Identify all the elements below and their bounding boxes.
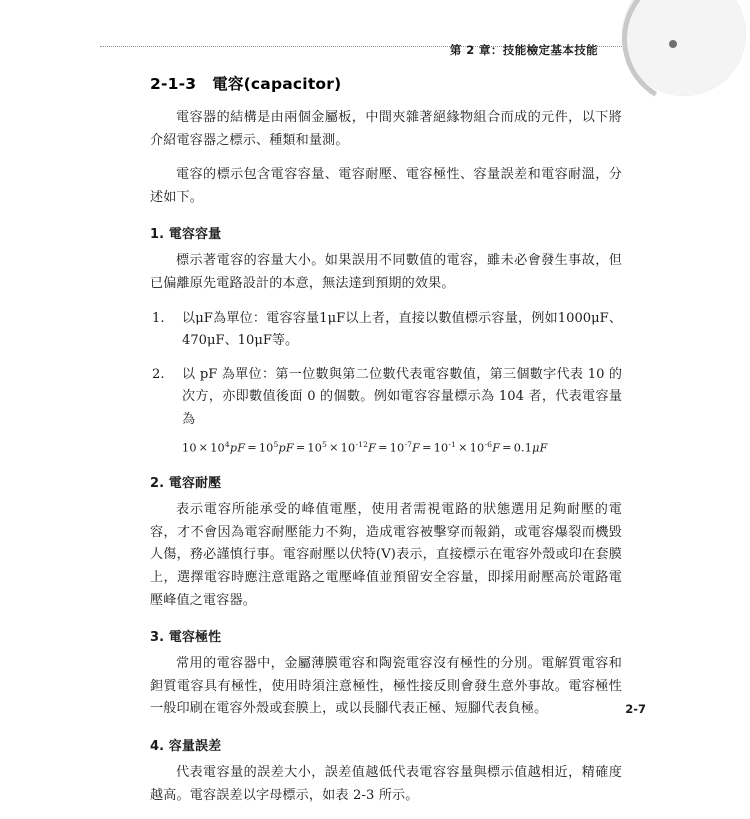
page-header xyxy=(0,0,750,78)
formula-unit: μF xyxy=(532,441,548,455)
formula-exponent: -7 xyxy=(404,439,413,449)
decorative-arc xyxy=(608,0,750,120)
formula-equals: = xyxy=(247,441,257,455)
subsection-heading-2: 2. 電容耐壓 xyxy=(150,476,222,492)
formula-equals: = xyxy=(295,441,306,455)
formula-term: 10 xyxy=(340,441,356,455)
intro-paragraph-2: 電容的標示包含電容容量、電容耐壓、電容極性、容量誤差和電容耐溫，分述如下。 xyxy=(150,167,622,205)
subsection-heading-3: 3. 電容極性 xyxy=(150,630,222,646)
list-item-marker: 2. xyxy=(152,366,165,382)
list-item-text: 以μF為單位：電容容量1μF以上者，直接以數值標示容量，例如1000μF、470μF、10μF等。 xyxy=(182,310,622,349)
section-heading xyxy=(150,72,622,94)
decorative-dot xyxy=(669,40,677,48)
formula-term: 10 xyxy=(389,441,405,455)
formula-exponent: 5 xyxy=(322,439,328,449)
formula-operator: × xyxy=(329,441,339,455)
formula-term: 10 xyxy=(258,441,274,455)
formula-term: 10 xyxy=(182,441,197,455)
formula-exponent: -6 xyxy=(484,439,493,449)
chapter-title: 第 2 章：技能檢定基本技能 xyxy=(449,43,598,57)
formula-unit: pF xyxy=(278,441,294,455)
subsection-paragraph-2: 表示電容所能承受的峰值電壓，使用者需視電路的狀態選用足夠耐壓的電容，才不會因為電容耐壓能力不夠，造成電容被擊穿而報銷，或電容爆裂而機毀人傷，務必謹慎行事。電容耐壓以伏特(V)表示，直接標示在電容外殼或印在套膜上，選擇電容時應注意電路之電壓峰值並預留安全容量，即採用耐壓高於電路電壓峰值之電容器。 xyxy=(150,502,622,608)
formula-term: 10 xyxy=(210,441,225,455)
formula-unit: F xyxy=(412,441,421,455)
section-number: 2-1-3 xyxy=(150,75,197,93)
formula-equals: = xyxy=(422,441,432,455)
subsection-paragraph-3: 常用的電容器中，金屬薄膜電容和陶瓷電容沒有極性的分別。電解質電容和鉭質電容具有極性，使用時須注意極性，極性接反則會發生意外事故。電容極性一般印刷在電容外殼或套膜上，或以長腳代表正極、短腳代表負極。 xyxy=(150,656,622,717)
intro-paragraph-1: 電容器的結構是由兩個金屬板，中間夾雜著絕緣物組合而成的元件，以下將介紹電容器之標示、種類和量測。 xyxy=(150,110,622,148)
formula-unit: F xyxy=(492,441,501,455)
formula-term: 0.1 xyxy=(513,441,533,455)
page-number: 2-7 xyxy=(625,702,646,716)
subsection-heading-1: 1. 電容容量 xyxy=(150,227,222,243)
formula-term: 10 xyxy=(469,441,485,455)
formula-exponent: 5 xyxy=(273,439,279,449)
capacitance-conversion-formula xyxy=(182,435,622,459)
subsection-paragraph-1: 標示著電容的容量大小。如果誤用不同數值的電容，雖未必會發生事故，但已偏離原先電路設計的本意，無法達到預期的效果。 xyxy=(150,253,622,291)
capacity-unit-list xyxy=(150,308,622,459)
decorative-disc xyxy=(622,0,746,96)
formula-unit: F xyxy=(368,441,377,455)
formula-equals: = xyxy=(378,441,388,455)
decorative-circle-graphic xyxy=(622,0,750,100)
list-item xyxy=(150,308,622,353)
formula-unit: pF xyxy=(229,441,246,455)
formula-equals: = xyxy=(502,441,512,455)
list-item-text: 以 pF 為單位：第一位數與第二位數代表電容數值，第三個數字代表 10 的次方，亦即數值後面 0 的個數。例如電容容量標示為 104 者，代表電容量為 xyxy=(182,366,622,427)
section-title-text: 電容(capacitor) xyxy=(212,75,342,93)
formula-term: 10 xyxy=(307,441,323,455)
formula-operator: × xyxy=(198,441,209,455)
subsection-paragraph-4: 代表電容量的誤差大小，誤差值越低代表電容容量與標示值越相近，精確度越高。電容誤差以字母標示，如表 2-3 所示。 xyxy=(150,765,622,803)
formula-exponent: 4 xyxy=(224,439,230,449)
formula-term: 10 xyxy=(433,441,449,455)
formula-operator: × xyxy=(458,441,468,455)
formula-exponent: -1 xyxy=(448,439,457,449)
subsection-heading-4: 4. 容量誤差 xyxy=(150,739,222,755)
formula-exponent: -12 xyxy=(355,439,369,449)
page-content xyxy=(150,72,622,819)
list-item-marker: 1. xyxy=(152,310,165,326)
list-item xyxy=(150,364,622,459)
